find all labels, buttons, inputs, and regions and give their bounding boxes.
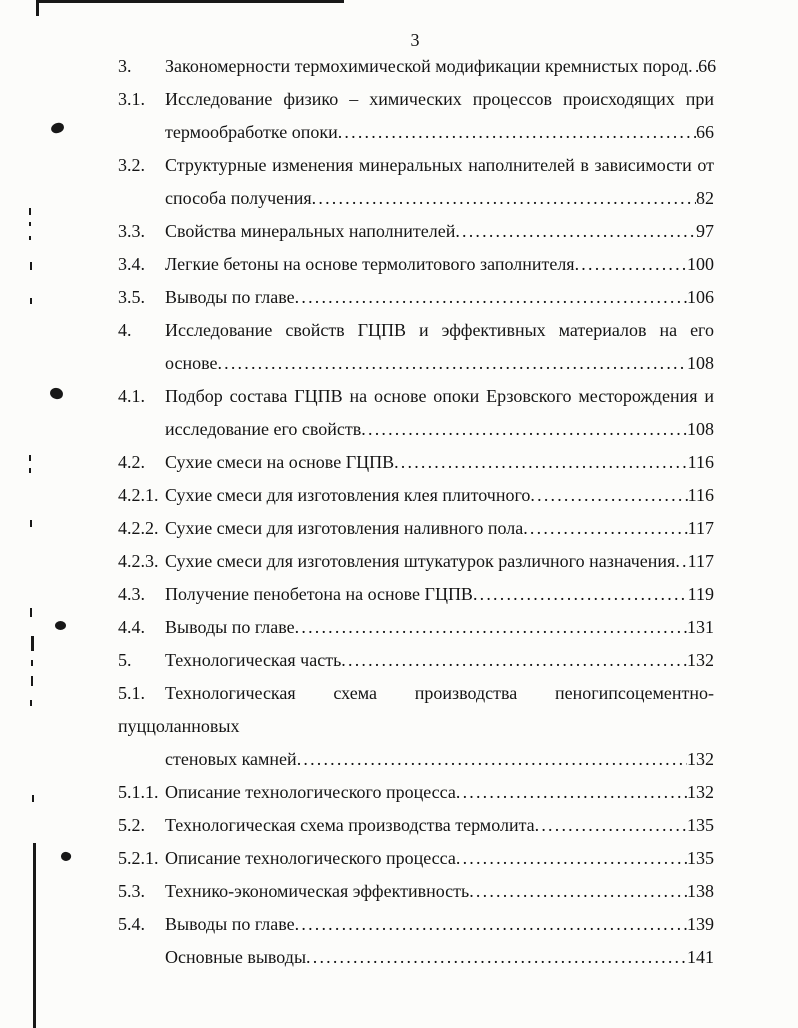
entry-number: 3.1. xyxy=(118,89,145,109)
entry-title-continuation: основе xyxy=(165,353,218,373)
dot-leader xyxy=(306,941,687,974)
toc-entry xyxy=(118,677,714,776)
dot-leader xyxy=(297,743,687,776)
entry-title: Получение пенобетона на основе ГЦПВ xyxy=(165,584,473,604)
entry-title: Технико-экономическая эффективность xyxy=(165,881,470,901)
scan-edge-line-left xyxy=(33,843,36,1028)
scan-edge-line-top xyxy=(36,0,344,3)
entry-title: Легкие бетоны на основе термолитового заполнителя xyxy=(165,254,575,274)
entry-number: 3.5. xyxy=(118,287,145,307)
entry-page-number: 135 xyxy=(687,815,714,835)
entry-page-number: 108 xyxy=(687,419,714,439)
margin-mark xyxy=(32,795,34,802)
toc-entry xyxy=(118,380,714,446)
toc-entry xyxy=(118,83,714,149)
dot-leader xyxy=(688,50,698,83)
entry-title: Описание технологического процесса xyxy=(165,848,456,868)
toc-entry xyxy=(118,941,714,974)
entry-number: 4.4. xyxy=(118,617,145,637)
ink-blob xyxy=(49,387,63,400)
entry-number: 3. xyxy=(118,56,132,76)
margin-mark xyxy=(30,608,32,617)
dot-leader xyxy=(473,578,688,611)
entry-page-number: 131 xyxy=(687,617,714,637)
scan-edge-tick xyxy=(36,2,39,16)
entry-title-continuation: способа получения xyxy=(165,188,312,208)
margin-mark xyxy=(29,455,31,461)
entry-title: Исследование свойств ГЦПВ и эффективных материалов на его xyxy=(165,320,714,340)
entry-title: Исследование физико – химических процессов происходящих при xyxy=(165,89,714,109)
toc-entry xyxy=(118,545,714,578)
ink-blob xyxy=(50,122,65,134)
entry-page-number: 100 xyxy=(687,254,714,274)
entry-number: 4.2.2. xyxy=(118,518,159,538)
entry-page-number: 97 xyxy=(696,221,714,241)
toc-entry xyxy=(118,446,714,479)
entry-number: 5. xyxy=(118,650,132,670)
dot-leader xyxy=(575,248,687,281)
dot-leader xyxy=(361,413,687,446)
entry-title-continuation: стеновых камней xyxy=(165,749,297,769)
toc-entry xyxy=(118,809,714,842)
entry-title: Описание технологического процесса xyxy=(165,782,456,802)
entry-title: Технологическая часть xyxy=(165,650,342,670)
entry-number: 4.2.3. xyxy=(118,551,159,571)
toc-entry xyxy=(118,842,714,875)
entry-number: 3.4. xyxy=(118,254,145,274)
entry-page-number: 116 xyxy=(687,452,714,472)
entry-page-number: 139 xyxy=(687,914,714,934)
entry-number: 3.3. xyxy=(118,221,145,241)
entry-title: Структурные изменения минеральных наполнителей в зависимости от xyxy=(165,155,714,175)
entry-number: 5.2.1. xyxy=(118,848,159,868)
dot-leader xyxy=(394,446,688,479)
entry-title-continuation: исследование его свойств xyxy=(165,419,362,439)
entry-page-number: 132 xyxy=(687,782,714,802)
entry-page-number: 82 xyxy=(696,188,714,208)
toc-entry xyxy=(118,479,714,512)
entry-page-number: 66 xyxy=(698,56,717,76)
entry-number: 4.2. xyxy=(118,452,145,472)
dot-leader xyxy=(455,215,696,248)
entry-number: 5.4. xyxy=(118,914,145,934)
dot-leader xyxy=(312,182,696,215)
entry-title: Выводы по главе xyxy=(165,914,295,934)
entry-number: 4.2.1. xyxy=(118,485,159,505)
dot-leader xyxy=(523,512,687,545)
entry-title: Выводы по главе xyxy=(165,287,295,307)
toc-entry xyxy=(118,611,714,644)
entry-number: 5.3. xyxy=(118,881,145,901)
toc-entry xyxy=(118,908,714,941)
entry-number: 3.2. xyxy=(118,155,145,175)
entry-number: 5.2. xyxy=(118,815,145,835)
margin-mark xyxy=(29,236,31,240)
ink-blob xyxy=(55,621,66,630)
toc-entry xyxy=(118,578,714,611)
entry-page-number: 116 xyxy=(687,485,714,505)
dot-leader xyxy=(295,281,687,314)
entry-page-number: 117 xyxy=(687,551,714,571)
dot-leader xyxy=(456,842,687,875)
margin-mark xyxy=(30,700,32,706)
entry-title: Закономерности термохимической модификации кремнистых пород xyxy=(165,56,689,76)
margin-mark xyxy=(31,676,33,686)
toc-entry xyxy=(118,215,714,248)
entry-number: 4. xyxy=(118,320,132,340)
margin-mark xyxy=(29,208,31,215)
entry-page-number: 108 xyxy=(687,353,714,373)
entry-title: Основные выводы xyxy=(165,947,307,967)
toc-entry xyxy=(118,248,714,281)
entry-number: 5.1.1. xyxy=(118,782,159,802)
entry-title: Сухие смеси для изготовления наливного пола xyxy=(165,518,524,538)
dot-leader xyxy=(535,809,687,842)
entry-title: Сухие смеси на основе ГЦПВ xyxy=(165,452,395,472)
margin-mark xyxy=(29,222,31,226)
entry-page-number: 132 xyxy=(687,749,714,769)
toc-entry xyxy=(118,875,714,908)
entry-page-number: 66 xyxy=(696,122,714,142)
ink-blob xyxy=(60,851,72,863)
dot-leader xyxy=(341,644,687,677)
margin-mark xyxy=(31,660,33,666)
entry-title: Технологическая схема производства пеногипсоцементно-пуццоланновых xyxy=(118,683,714,736)
toc-entry xyxy=(118,644,714,677)
dot-leader xyxy=(456,776,687,809)
toc-entry xyxy=(118,281,714,314)
entry-number: 4.3. xyxy=(118,584,145,604)
dot-leader xyxy=(469,875,687,908)
entry-title: Сухие смеси для изготовления штукатурок различного назначения xyxy=(165,551,676,571)
toc-entry xyxy=(118,776,714,809)
entry-page-number: 119 xyxy=(687,584,714,604)
margin-mark xyxy=(30,520,32,527)
entry-title: Свойства минеральных наполнителей xyxy=(165,221,456,241)
entry-page-number: 132 xyxy=(687,650,714,670)
toc-entry xyxy=(118,512,714,545)
dot-leader xyxy=(675,545,687,578)
entry-title: Сухие смеси для изготовления клея плиточного xyxy=(165,485,531,505)
entry-page-number: 138 xyxy=(687,881,714,901)
entry-title: Технологическая схема производства термолита xyxy=(165,815,535,835)
page-number-header: 3 xyxy=(410,30,420,50)
entry-page-number: 135 xyxy=(687,848,714,868)
entry-number: 4.1. xyxy=(118,386,145,406)
toc-entry xyxy=(118,50,717,83)
toc-entry xyxy=(118,149,714,215)
entry-page-number: 117 xyxy=(687,518,714,538)
entry-title: Подбор состава ГЦПВ на основе опоки Ерзовского месторождения и xyxy=(165,386,714,406)
margin-mark xyxy=(30,298,32,304)
toc-entry xyxy=(118,314,714,380)
entry-page-number: 106 xyxy=(687,287,714,307)
dot-leader xyxy=(295,611,687,644)
toc-list xyxy=(118,50,717,974)
entry-number: 5.1. xyxy=(118,683,145,703)
dot-leader xyxy=(295,908,687,941)
margin-mark xyxy=(31,636,34,651)
entry-title: Выводы по главе xyxy=(165,617,295,637)
dot-leader xyxy=(338,116,696,149)
entry-title-continuation: термообработке опоки xyxy=(165,122,338,142)
margin-mark xyxy=(29,468,31,473)
dot-leader xyxy=(217,347,687,380)
entry-page-number: 141 xyxy=(687,947,714,967)
margin-mark xyxy=(30,262,32,270)
dot-leader xyxy=(530,479,687,512)
